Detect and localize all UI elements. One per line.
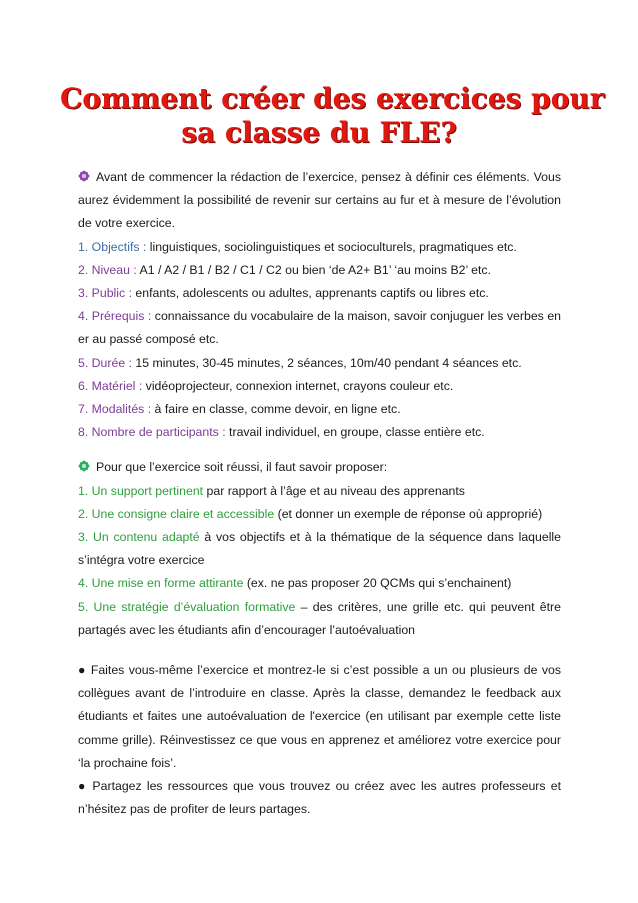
item-text: à faire en classe, comme devoir, en ligne etc. <box>151 402 401 417</box>
list-item <box>78 352 561 375</box>
list-item <box>78 282 561 305</box>
success-intro <box>78 456 561 479</box>
item-text: A1 / A2 / B1 / B2 / C1 / C2 ou bien ‘de A2+ B1’ ‘au moins B2’ etc. <box>136 262 491 277</box>
list-item <box>78 375 561 398</box>
intro-paragraph <box>78 166 561 236</box>
elements-list <box>78 236 561 445</box>
item-text: (ex. ne pas proposer 20 QCMs qui s’enchainent) <box>243 576 512 591</box>
success-intro-text: Pour que l’exercice soit réussi, il faut savoir proposer: <box>96 460 388 475</box>
intro-text: Avant de commencer la rédaction de l’exercice, pensez à définir ces éléments. Vous aurez évidemment la possibilité de revenir sur certains au fur et à mesure de l’évolution de votre exercice. <box>78 170 561 231</box>
item-text: linguistiques, sociolinguistiques et socioculturels, pragmatiques etc. <box>146 239 517 254</box>
flower-bullet-purple-icon <box>78 170 90 182</box>
item-text: (et donner un exemple de réponse où approprié) <box>274 506 543 521</box>
list-item <box>78 305 561 351</box>
item-text: à vos objectifs et à la thématique de la séquence dans laquelle s’intégra votre exercice <box>78 530 561 568</box>
item-label: 2. Une consigne claire et accessible <box>78 506 275 521</box>
list-item <box>78 503 561 526</box>
item-label: 1. Un support pertinent <box>78 483 204 498</box>
list-item <box>78 236 561 259</box>
item-label: 5. Durée : <box>78 355 132 370</box>
tip-paragraph-2: ● Partagez les ressources que vous trouvez ou créez avec les autres professeurs et n’hésitez pas de profiter de leurs partages. <box>78 779 561 817</box>
page-title <box>60 82 605 150</box>
list-item <box>78 526 561 572</box>
tip-paragraph-1: ● Faites vous-même l’exercice et montrez-le si c’est possible a un ou plusieurs de vos collègues avant de l’introduire en classe. Après la classe, demandez le feedback aux étudiants et faites une autoévaluation de l'exercice (en utilisant par exemple cette liste comme grille). Réinvestissez ce que vous en apprenez et améliorez votre exercice pour ‘la prochaine fois’. <box>78 663 561 770</box>
title-line-2: sa classe du FLE? <box>181 116 457 149</box>
item-text: par rapport à l’âge et au niveau des apprenants <box>203 483 465 498</box>
item-label: 3. Public : <box>78 286 132 301</box>
item-text: vidéoprojecteur, connexion internet, crayons couleur etc. <box>142 378 454 393</box>
item-label: 7. Modalités : <box>78 402 152 417</box>
list-item <box>78 398 561 421</box>
item-label: 6. Matériel : <box>78 378 143 393</box>
success-list <box>78 480 561 642</box>
title-line-1: Comment créer des exercices pour <box>60 82 605 115</box>
item-label: 4. Une mise en forme attirante <box>78 576 244 591</box>
item-label: 5. Une stratégie d’évaluation formative <box>78 599 296 614</box>
item-label: 1. Objectifs : <box>78 239 147 254</box>
list-item <box>78 421 561 444</box>
item-label: 4. Prérequis : <box>78 309 152 324</box>
item-text: 15 minutes, 30-45 minutes, 2 séances, 10m/40 pendant 4 séances etc. <box>132 355 522 370</box>
document-body <box>78 166 561 821</box>
list-item <box>78 480 561 503</box>
list-item <box>78 259 561 282</box>
item-text: travail individuel, en groupe, classe entière etc. <box>225 425 485 440</box>
item-text: enfants, adolescents ou adultes, apprenants captifs ou libres etc. <box>132 286 489 301</box>
flower-bullet-green-icon <box>78 460 90 472</box>
item-label: 3. Un contenu adapté <box>78 530 200 545</box>
item-label: 8. Nombre de participants : <box>78 425 226 440</box>
list-item <box>78 572 561 595</box>
item-label: 2. Niveau : <box>78 262 137 277</box>
item-text: connaissance du vocabulaire de la maison, savoir conjuguer les verbes en er au passé composé etc. <box>78 309 561 347</box>
item-text: – des critères, une grille etc. qui peuvent être partagés avec les étudiants afin d’encourager l’autoévaluation <box>78 599 561 637</box>
list-item <box>78 596 561 642</box>
